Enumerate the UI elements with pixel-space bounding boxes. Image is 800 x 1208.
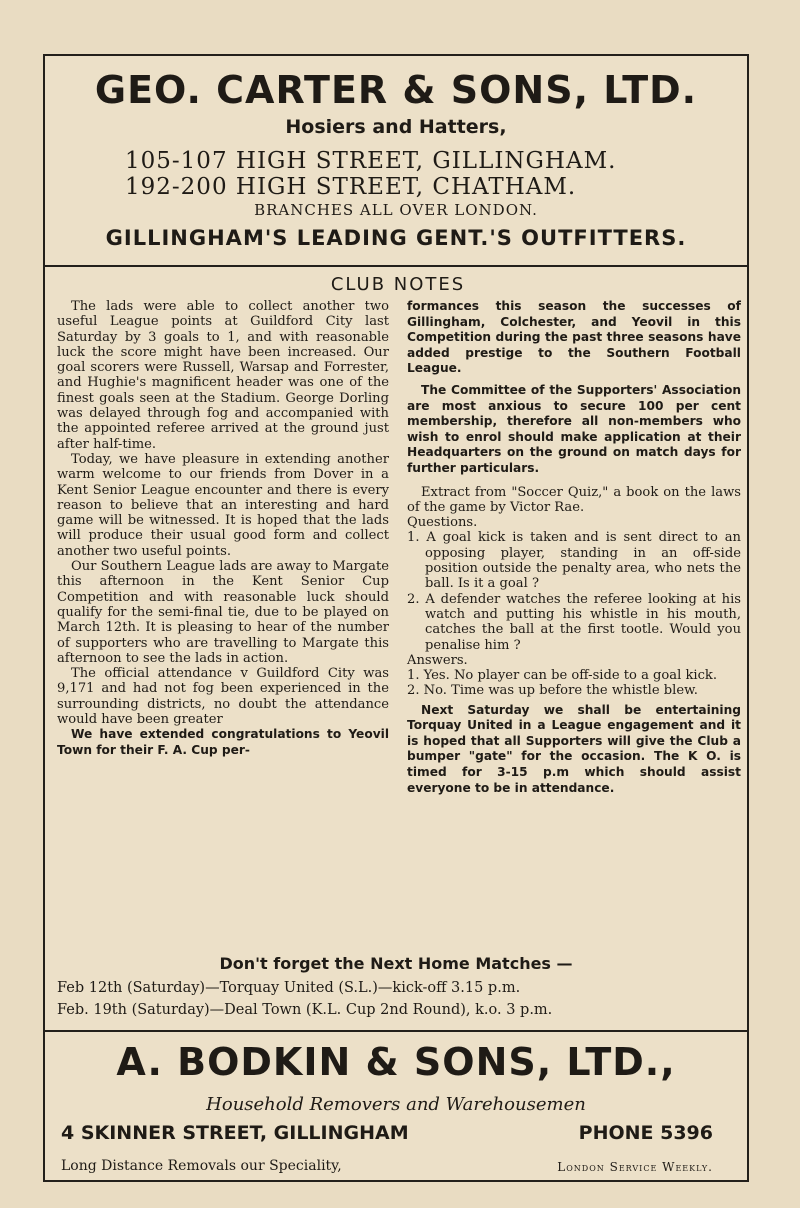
quiz-question: 2. A defender watches the referee looking at his watch and putting his whistle in his mouth, catches the ball at the first tootle. Would you penalise him ? <box>407 591 741 653</box>
fixture-row: Feb. 19th (Saturday)—Deal Town (K.L. Cup 2nd Round), k.o. 3 p.m. <box>57 1002 553 1018</box>
club-notes-heading: CLUB NOTES <box>330 274 466 295</box>
advert-address-chatham: 192-200 HIGH STREET, CHATHAM. <box>125 174 577 200</box>
notes-bold-paragraph: formances this season the successes of Gillingham, Colchester, and Yeovil in this Competition during the past three seasons have added prestige to the Southern Football League. <box>407 299 741 376</box>
advert-branches: BRANCHES ALL OVER LONDON. <box>254 201 538 219</box>
questions-label: Questions. <box>407 515 478 531</box>
carter-advert <box>45 56 747 267</box>
advert-address-gillingham: 105-107 HIGH STREET, GILLINGHAM. <box>125 148 617 174</box>
notes-paragraph: The official attendance v Guildford City was 9,171 and had not fog been experienced in the surrounding districts, no doubt the attendance would have been greater <box>57 666 389 728</box>
quiz-intro: Extract from "Soccer Quiz," a book on the laws of the game by Victor Rae. <box>407 484 741 515</box>
notes-right-column <box>407 299 741 796</box>
notes-left-column <box>57 299 389 759</box>
answers-label: Answers. <box>407 652 468 668</box>
quiz-answer: 1. Yes. No player can be off-side to a goal kick. <box>407 668 718 684</box>
advert-phone: PHONE 5396 <box>578 1122 713 1144</box>
advert-trade: Hosiers and Hatters, <box>285 116 507 138</box>
notes-paragraph: The lads were able to collect another two useful League points at Guildford City last Saturday by 3 goals to 1, and with reasonable luck the score might have been increased. Our goal scorers were Russell, Warsap and Forrester, and Hughie's magnificent header was one of the finest goals seen at the Stadium. George Dorling was delayed through fog and accompanied with the appointed referee arrived at the ground just after half-time. <box>57 299 389 452</box>
bodkin-advert <box>45 1030 747 1182</box>
notes-bold-paragraph: Next Saturday we shall be entertaining Torquay United in a League engagement and it is hoped that all Supporters will give the Club a bumper "gate" for the occasion. The K O. is timed for 3-15 p.m which should assist everyone to be in attendance. <box>407 702 741 795</box>
advert-trade: Household Removers and Warehousemen <box>206 1094 586 1115</box>
advert-speciality: Long Distance Removals our Speciality, <box>61 1158 342 1174</box>
notes-bold-paragraph: The Committee of the Supporters' Association are most anxious to secure 100 per cent membership, therefore all non-members who wish to enrol should make application at their Headquarters on the ground on match days for further particulars. <box>407 382 741 475</box>
advert-tagline: GILLINGHAM'S LEADING GENT.'S OUTFITTERS. <box>105 226 687 250</box>
notes-paragraph: Today, we have pleasure in extending another warm welcome to our friends from Dover in a Kent Senior League encounter and there is every reason to believe that an interesting and hard game will be witnessed. It is hoped that the lads will produce their usual good form and collect another two useful points. <box>57 451 389 559</box>
programme-page <box>43 54 749 1182</box>
quiz-answer: 2. No. Time was up before the whistle blew. <box>407 683 698 699</box>
notes-bold-paragraph: We have extended congratulations to Yeovil Town for their F. A. Cup per- <box>57 727 389 757</box>
notes-paragraph: Our Southern League lads are away to Margate this afternoon in the Kent Senior Cup Competition and with reasonable luck should qualify for the semi-final tie, due to be played on March 12th. It is pleasing to hear of the number of supporters who are travelling to Margate this afternoon to see the lads in action. <box>57 559 389 666</box>
facing-page-bleed <box>0 0 800 60</box>
home-matches-heading: Don't forget the Next Home Matches — <box>219 954 573 973</box>
advert-service: London Service Weekly. <box>557 1160 713 1174</box>
quiz-question: 1. A goal kick is taken and is sent direct to an opposing player, standing in an off-side position outside the penalty area, who nets the ball. Is it a goal ? <box>407 530 741 592</box>
advert-company-name: A. BODKIN & SONS, LTD., <box>116 1040 676 1084</box>
fixture-row: Feb 12th (Saturday)—Torquay United (S.L.)—kick-off 3.15 p.m. <box>57 980 521 996</box>
home-matches <box>45 954 747 973</box>
advert-company-name: GEO. CARTER & SONS, LTD. <box>94 68 698 112</box>
advert-address: 4 SKINNER STREET, GILLINGHAM <box>61 1122 409 1144</box>
